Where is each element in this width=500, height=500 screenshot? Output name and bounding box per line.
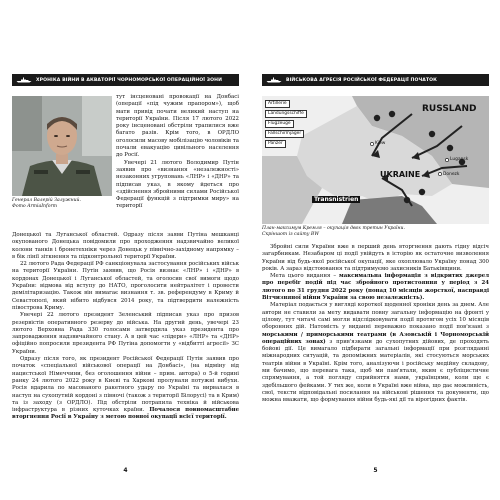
map-legend-panzer: Panzer [265,140,286,148]
map-label-ukraine: UKRAINE [380,170,421,179]
map-label-russland: RUSSLAND [422,104,477,114]
general-portrait-photo [12,96,112,196]
body-bold-text: максимальна інформація з відкритих джерел про перебіг подій під час збройного протистояння у період з 24 лютого по 31 грудня 2022 року (понад 10 місяців жорсткої, насправді Вітчизняної війни України за свою незалежність). [262,273,490,302]
right-header-text: ВІЙСЬКОВА АГРЕСІЯ РОСІЙСЬКОЇ ФЕДЕРАЦІЇ ПОЧАТОК [286,77,438,83]
body-paragraph-text: Одразу після того, як президент Російської Федерації Путін заявив про початок «спеціальної військової операції на Донбасі», (на відміну від нацистської Німеччини, без оголошення війни – прим. автора) о 5-й годині ранку 24 лютого 2022 року в Києві та Харкові пролунали потужні вибухи. Росія вдарила по масованого ракетного удару по Україні та вирвалася в наступ на сухопутній кордоні з півночі (також з території Білорусі) та в Крим) та із заходу (з ОРДЛО). Під обстріли потрапила техніка й військова інфраструктура в різних куточках країни. [12,356,239,414]
body-paragraph-text: з прив'язками до сухопутних дійових, де проходять бойові дії. Це вимагало підбирати загальні інформації при розгляданні міжнародних ситуацій, та допоміжних матеріалів, які стосуються морських театрів війни в Україні. Крім того, аналізуючи і російську медійну складову, ми бачимо, що перевага така, щоб ми пам'ятали, яким є публіцистичне спрямування, а той погляду сприйняття нами, українцями, коли ще є здебільшого фейками. У тих же, коли в Україні вже війна, що дає можливість, свої, тексти відповідальні посилання на військові рішення та документи, що можна вважати, що формування війни будь-які дії та вірогідних фактів. [262,338,489,404]
map-city-donezk: Donezk [443,172,460,177]
map-legend-flugzeuge: Flugzeuge [265,120,294,128]
body-paragraph: Донецької та Луганської областей. Одразу після заяви Путіна мешканці окупованого Донецька повідомили про проходження надзвичайно великої колони танків і бронетехніки через Донецьк у північно-західному напрямку – в бік лінії зіткнення та підконтрольної території України. [12,232,239,260]
photo-caption [12,198,112,210]
left-column-paragraph: тут інсценовані провокації на Донбасі (операції «під чужим прапором»), щоб мати привід почати великий наступ на території України. Після 17 лютого 2022 року інсценовані обстріли трапилися вже багато разів. Крім того, в ОРДЛО оголосили масову мобілізацію чоловіків та почали евакуацію цивільного населення до Росії. [116,94,239,159]
map-caption-credit: Скріншот із сайту BW [262,232,319,237]
map-caption [262,226,489,238]
body-paragraph: Увечері 22 лютого президент Зеленський підписав указ про призов резервістів оперативного резерву до війська. На другий день, увечері 23 лютого Верховна Рада 330 голосами затвердила указ президента про запровадження надзвичайного стану. А в цей час «лідери» «ЛНР» та «ДНР» офіційно попросили президента РФ Путіна допомогти у «відбитті агресії» ЗС України. [12,312,239,355]
body-paragraph [262,302,489,404]
left-page-header [12,74,239,86]
left-page [12,74,239,474]
map-city-kiew: Kiew [375,141,386,146]
map-legend-artillerie: Artillerie [265,100,290,108]
map-city-lugansk: Lugansk [450,157,469,162]
warship-icon [16,77,32,83]
map-legend-landungsschiffe: Landungsschiffe [265,110,307,118]
photo-caption-name: Генерал Валерій Залужний. [12,198,81,203]
portrait-illustration [12,96,112,196]
body-paragraph-text: Матеріал подається у вигляді короткої щоденної хроніки день за днем. Але автори не ставили за мету видавати повну загальну інформацію на фронті у цілому, тут читачі самі могли відслідковувати події протягом усіх 10 місяців оборонних дій. Натомість у виданні переважно показано події пов'язані з [262,302,489,331]
body-bold-text: Почалося повномасштабне вторгнення Росії в Україну з метою повної окупації всієї території. [12,407,240,421]
body-paragraph-text: Мета цього видання – [270,273,340,280]
right-page [262,74,489,474]
page-number: 5 [373,467,378,474]
body-paragraph: Збройні сили України вже в перший день вторгнення дають гідну відсіч загарбникам. Незабаром ці події увійдуть в історію як остаточне визволення України від будь-якої російської окупації, яке охоплювало Україну понад 300 років. А зараз відстоювання та підтримуємо захисників Батьківщини. [262,244,489,272]
body-bold-text: морськими / приморськими театрами (в Азовській і Чорноморській операційних зонах) [262,331,489,345]
left-column-paragraph: Увечері 21 лютого Володимир Путін заявив про «визнання «незалежності» незаконних угруповань «ЛНР» і «ДНР» та підписав указ, в якому йдеться про «здійснення збройними силами Російської Федерації функцій з підтримки миру» на території [116,159,239,210]
body-paragraph: 22 лютого Рада Федерації РФ санкціонувала застосування російських військ на території України. Путін заявив, що Росія визнає «ЛНР» і «ДНР» в кордонах Донецької і Луганської областей, та оголосив свої вимоги щодо України: відмова від вступу до НАТО, проголосити нейтралітет і провести демілітаризацію. Також він вимагає визнання т. зв. референдуму в Криму й Севастополі, який нібито відбувся 2014 року, та підтвердити належність півострова Криму. [12,261,239,311]
left-header-text: ХРОНІКА ВІЙНИ В АКВАТОРІЇ ЧОРНОМОРСЬКОЇ ОПЕРАЦІЙНОЇ ЗОНИ [36,77,223,83]
body-paragraph [12,356,239,422]
left-body-text [12,232,239,422]
left-side-column [116,94,239,211]
invasion-map [262,96,489,224]
right-page-header [262,74,489,86]
warship-icon [266,77,282,83]
map-caption-title: План-максимум Кремля – окупація двох третин України. [262,226,405,231]
map-label-transnistrien: Transnistrien [314,196,359,203]
photo-caption-credit: Фото ArmiaInform [12,204,58,209]
page-number: 4 [123,467,128,474]
body-paragraph [262,273,489,302]
right-body-text [262,244,489,405]
map-legend-fallschirmjaeger: Fallschirmjäger [265,130,304,138]
